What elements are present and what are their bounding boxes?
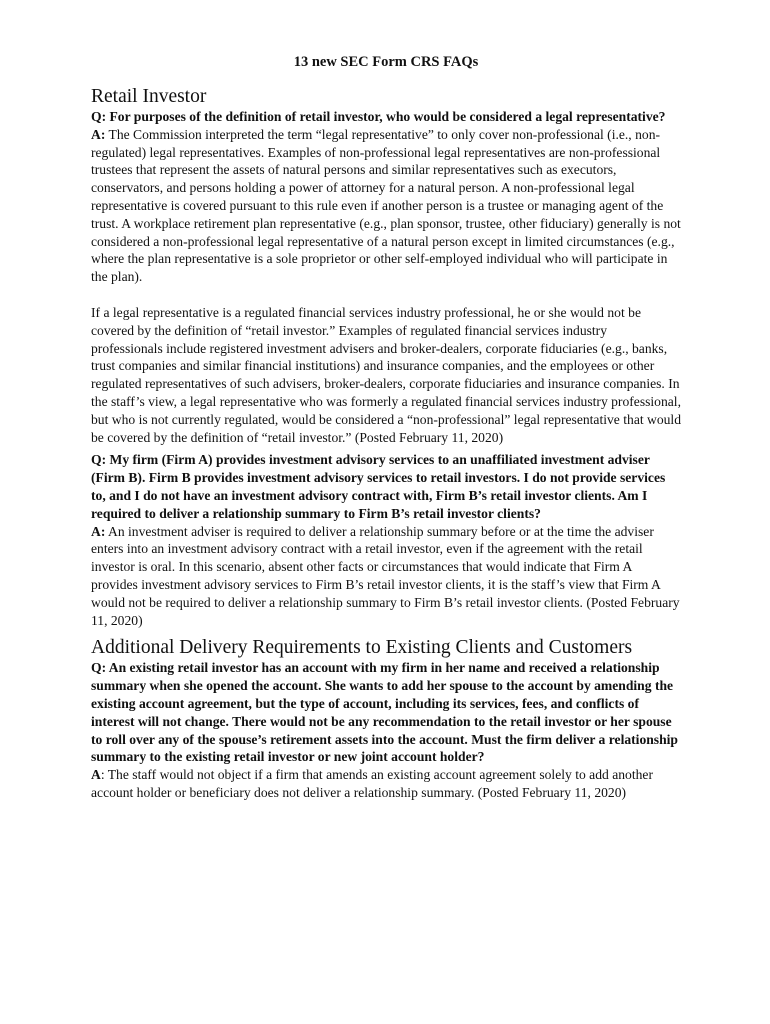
answer-prefix: A [91, 767, 101, 783]
answer-prefix: A: [91, 523, 106, 539]
answer-body: An investment adviser is required to deliver a relationship summary before or at the time the adviser enters into an investment advisory contract with a retail investor, even if the agreement with the retail investor is oral. In this scenario, absent other facts or circumstances that would indicate that Firm A provides investment advisory services to Firm B’s retail investor clients, it is the staff’s view that Firm A would not be required to deliver a relationship summary to Firm B’s retail investor clients. (Posted February 11, 2020) [91, 523, 680, 628]
faq-answer-paragraph-2: If a legal representative is a regulated financial services industry professional, he or she would not be covered by the definition of “retail investor.” Examples of regulated financial services industry professionals include registered investment advisers and broker-dealers, corporate fiduciaries (e.g., banks, trust companies and similar financial institutions) and insurance companies, and the employees or other regulated representatives of such advisers, broker-dealers, corporate fiduciaries and insurance companies. In the staff’s view, a legal representative who was formerly a regulated financial services industry professional, but who is not currently regulated, would be considered a “non-professional” legal representative that would be covered by the definition of “retail investor.” (Posted February 11, 2020) [91, 304, 682, 445]
answer-body: The Commission interpreted the term “legal representative” to only cover non-professional (i.e., non-regulated) legal representatives. Examples of non-professional legal representatives are non-professional trustees that represent the assets of natural persons and similar representatives such as executors, conservators, and persons holding a power of attorney for a natural person. A non-professional legal representative is covered pursuant to this rule even if another person is a trustee or managing agent of the trust. A workplace retirement plan representative (e.g., plan sponsor, trustee, other fiduciary) generally is not considered a non-professional legal representative of a natural person except in limited circumstances (e.g., where the plan representative is a sole proprietor or other self-employed individual who will participate in the plan). [91, 126, 681, 285]
document-page [91, 52, 681, 802]
section-heading-retail-investor: Retail Investor [91, 86, 207, 107]
faq-legal-representative [91, 108, 681, 446]
faq-question: Q: For purposes of the definition of retail investor, who would be considered a legal representative? [91, 109, 666, 124]
faq-firm-a-firm-b [91, 451, 681, 629]
answer-prefix: A: [91, 126, 106, 142]
faq-joint-account-holder [91, 659, 681, 801]
faq-answer [91, 766, 681, 802]
faq-answer [91, 126, 681, 286]
faq-answer [91, 523, 681, 630]
faq-question: Q: My firm (Firm A) provides investment advisory services to an unaffiliated investment adviser (Firm B). Firm B provides investment advisory services to retail investors. I do not provide services to, and I do not have an investment advisory contract with, Firm B’s retail investor clients. Am I required to deliver a relationship summary to Firm B’s retail investor clients? [91, 452, 666, 521]
section-heading-additional-delivery: Additional Delivery Requirements to Existing Clients and Customers [91, 637, 633, 659]
document-title: 13 new SEC Form CRS FAQs [293, 54, 479, 70]
faq-question: Q: An existing retail investor has an account with my firm in her name and received a relationship summary when she opened the account. She wants to add her spouse to the account by amending the existing account agreement, but the type of account, including its services, fees, and conflicts of interest will not change. There would not be any recommendation to the retail investor or her spouse to roll over any of the spouse’s retirement assets into the account. Must the firm deliver a relationship summary to the existing retail investor or new joint account holder? [91, 660, 678, 765]
answer-body: : The staff would not object if a firm that amends an existing account agreement solely to add another account holder or beneficiary does not deliver a relationship summary. (Posted February 11, 2020) [91, 767, 653, 800]
